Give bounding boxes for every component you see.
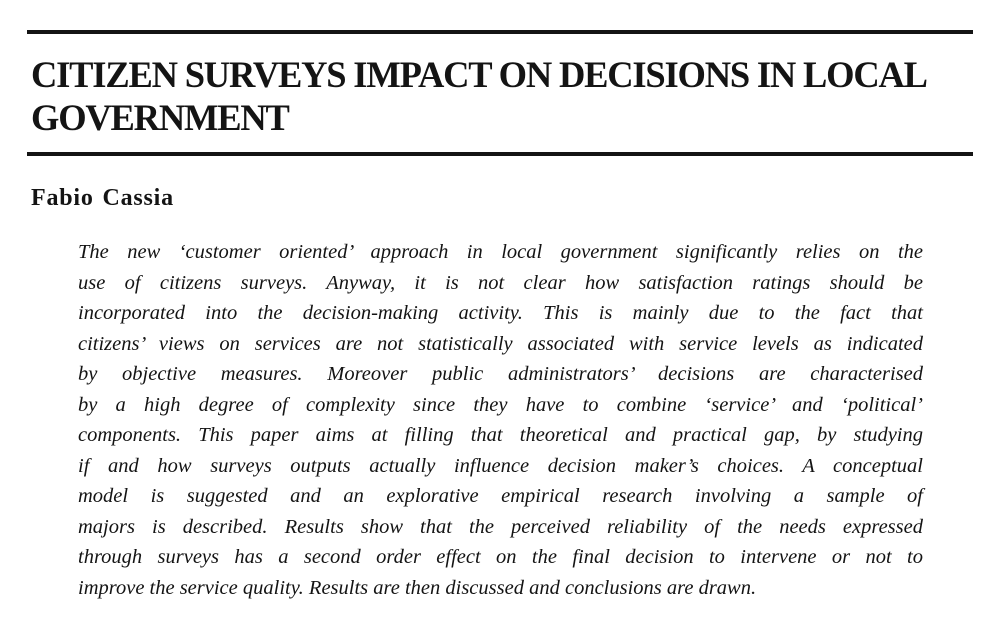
abstract-line: The new ‘customer oriented’ approach in local government significantly relies on the (78, 241, 923, 263)
abstract-line: components. This paper aims at filling that theoretical and practical gap, by studying (78, 424, 923, 446)
paper-title (31, 53, 981, 139)
abstract-line: majors is described. Results show that the perceived reliability of the needs expressed (78, 515, 923, 538)
abstract-line: if and how surveys outputs actually influence decision maker’s choices. A conceptual (78, 454, 923, 477)
abstract-line: by objective measures. Moreover public administrators’ decisions are characterised (78, 363, 923, 385)
abstract-line: by a high degree of complexity since they have to combine ‘service’ and ‘political’ (78, 393, 923, 416)
abstract-line: use of citizens surveys. Anyway, it is not clear how satisfaction ratings should be (78, 271, 923, 294)
title-line: GOVERNMENT (31, 97, 289, 138)
title-line: CITIZEN SURVEYS IMPACT ON DECISIONS IN LOCAL (31, 54, 927, 95)
abstract-line: incorporated into the decision-making activity. This is mainly due to the fact that (78, 302, 923, 324)
title-top-rule (27, 30, 973, 34)
title-bottom-rule (27, 152, 973, 156)
author-name: Fabio Cassia (31, 185, 174, 211)
abstract-line: through surveys has a second order effect on the final decision to intervene or not to (78, 546, 923, 568)
abstract-line: model is suggested and an explorative empirical research involving a sample of (78, 485, 923, 507)
abstract-line: improve the service quality. Results are then discussed and conclusions are drawn. (78, 576, 757, 599)
abstract (78, 237, 923, 603)
abstract-line: citizens’ views on services are not statistically associated with service levels as indicated (78, 332, 923, 355)
